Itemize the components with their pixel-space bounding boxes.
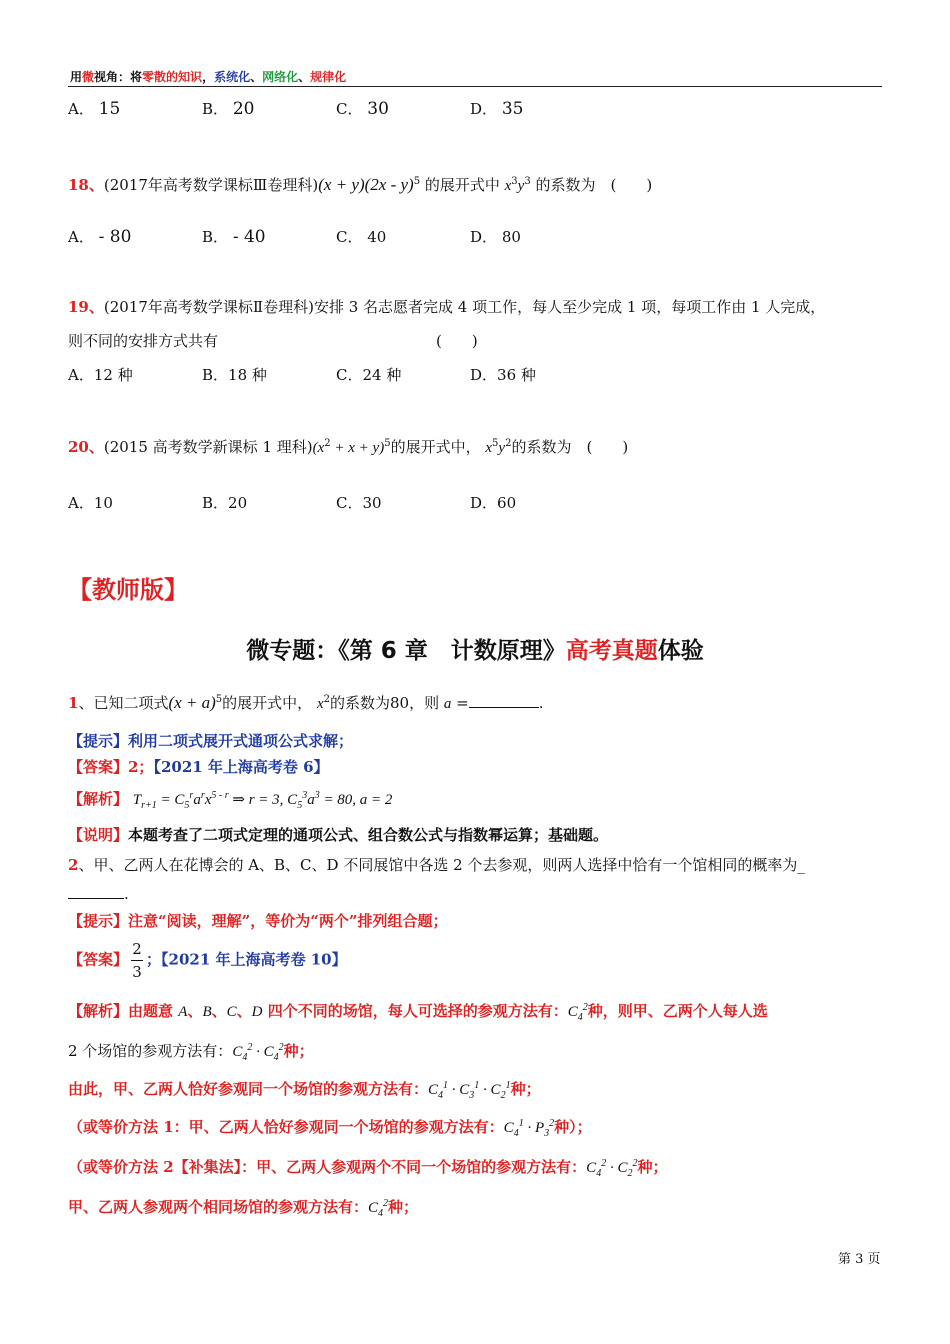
p1-hint: 【提示】利用二项式展开式通项公式求解； [68, 732, 354, 750]
header-text: 零散的知识 [142, 70, 203, 84]
section-heading: 【教师版】 [68, 576, 188, 604]
q19-option-c: C．24 种 [336, 366, 402, 384]
header-divider [68, 86, 882, 87]
header-text: ， [202, 70, 215, 84]
q17-option-d: D． 35 [470, 99, 524, 119]
p2-solution-line3: 由此，甲、乙两人恰好参观同一个场馆的参观方法有：$C_4^1 \cdot C_3^1 \cdot C_2^1$种； [68, 1080, 541, 1101]
p2-solution-line2: 2 个场馆的参观方法有：$C_4^2 \cdot C_4^2$种； [68, 1042, 314, 1063]
q19-option-b: B．18 种 [202, 366, 267, 384]
p2-question: 2、甲、乙两人在花博会的 A、B、C、D 不同展馆中各选 2 个去参观，则两人选择中恰有一个馆相同的概率为_ [68, 856, 805, 874]
fraction: $\frac{2}{3}$ [132, 940, 142, 981]
q18-option-a: A． - 80 [68, 227, 132, 247]
q20-question: 20、(2015 高考数学新课标 1 理科)$(x^2 + x + y)^5$的展开式中， $x^5y^2$的系数为 ( ) [68, 438, 629, 456]
q18-option-d: D． 80 [470, 228, 521, 246]
p1-note: 【说明】本题考查了二项式定理的通项公式、组合数公式与指数幂运算；基础题。 [68, 826, 609, 844]
p2-solution-line1: 【解析】由题意 A、B、C、D 四个不同的场馆，每人可选择的参观方法有：$C_4^2$种，则甲、乙两个人每人选 [68, 1002, 768, 1023]
p2-solution-line5: （或等价方法 2【补集法】：甲、乙两人参观两个不同一个场馆的参观方法有：$C_4^2 \cdot C_2^2$种； [68, 1158, 668, 1179]
p2-solution-line4: （或等价方法 1：甲、乙两人恰好参观同一个场馆的参观方法有：$C_4^1 \cdot P_3^2$种）； [68, 1118, 592, 1139]
q20-option-d: D．60 [470, 494, 517, 512]
q17-option-b: B． 20 [202, 99, 255, 119]
p2-answer: 【答案】 $\frac{2}{3}$ ；【2021 年上海高考卷 10】 [68, 940, 347, 981]
q18-question: 18、(2017年高考数学课标Ⅲ卷理科)(x + y)(2x - y)$^5$ 的展开式中 $x^3y^3$ 的系数为 ( ) [68, 175, 653, 194]
page-number: 第 3 页 [838, 1252, 881, 1267]
p1-solution: 【解析】 $T_{r+1} = C_5^ra^rx^{5 - r}$ ⇒ r = 3, $C_5^3a^3 = 80$, a = 2 [68, 790, 393, 811]
header-text: 微 [82, 70, 95, 84]
p1-question: 1、已知二项式$(x + a)^5$的展开式中， $x^2$的系数为80，则 a = . [68, 693, 544, 712]
header-text: 规律化 [310, 70, 347, 84]
page-title: 微专题：《第 6 章 计数原理》高考真题体验 [246, 638, 704, 664]
q19-question-line2: 则不同的安排方式共有 [68, 332, 219, 350]
q19-option-a: A．12 种 [68, 366, 133, 384]
answer-blank [469, 693, 539, 708]
header-text: 网络化 [262, 70, 299, 84]
q20-option-c: C．30 [336, 494, 382, 512]
q19-option-d: D．36 种 [470, 366, 536, 384]
q20-option-b: B．20 [202, 494, 248, 512]
header-text: 视角：将 [94, 70, 143, 84]
header-text: 系统化 [214, 70, 251, 84]
header-text: 、 [250, 70, 263, 84]
q17-option-c: C． 30 [336, 99, 389, 119]
p1-answer: 【答案】2；【2021 年上海高考卷 6】 [68, 758, 329, 776]
page-header [70, 68, 346, 85]
q18-option-c: C． 40 [336, 228, 387, 246]
answer-blank [68, 884, 124, 899]
q19-question: 19、(2017年高考数学课标Ⅱ卷理科)安排 3 名志愿者完成 4 项工作，每人至少完成 1 项，每项工作由 1 人完成， [68, 298, 826, 316]
p2-question-line2: . [68, 884, 129, 903]
header-text: 、 [298, 70, 311, 84]
p2-hint: 【提示】注意“阅读，理解”，等价为“两个”排列组合题； [68, 912, 448, 930]
header-text: 用 [70, 70, 83, 84]
q19-paren: ( ) [436, 332, 478, 350]
p2-solution-line6: 甲、乙两人参观两个相同场馆的参观方法有：$C_4^2$种； [68, 1198, 419, 1219]
q18-option-b: B． - 40 [202, 227, 266, 247]
q17-option-a: A． 15 [68, 99, 121, 119]
q20-option-a: A．10 [68, 494, 113, 512]
